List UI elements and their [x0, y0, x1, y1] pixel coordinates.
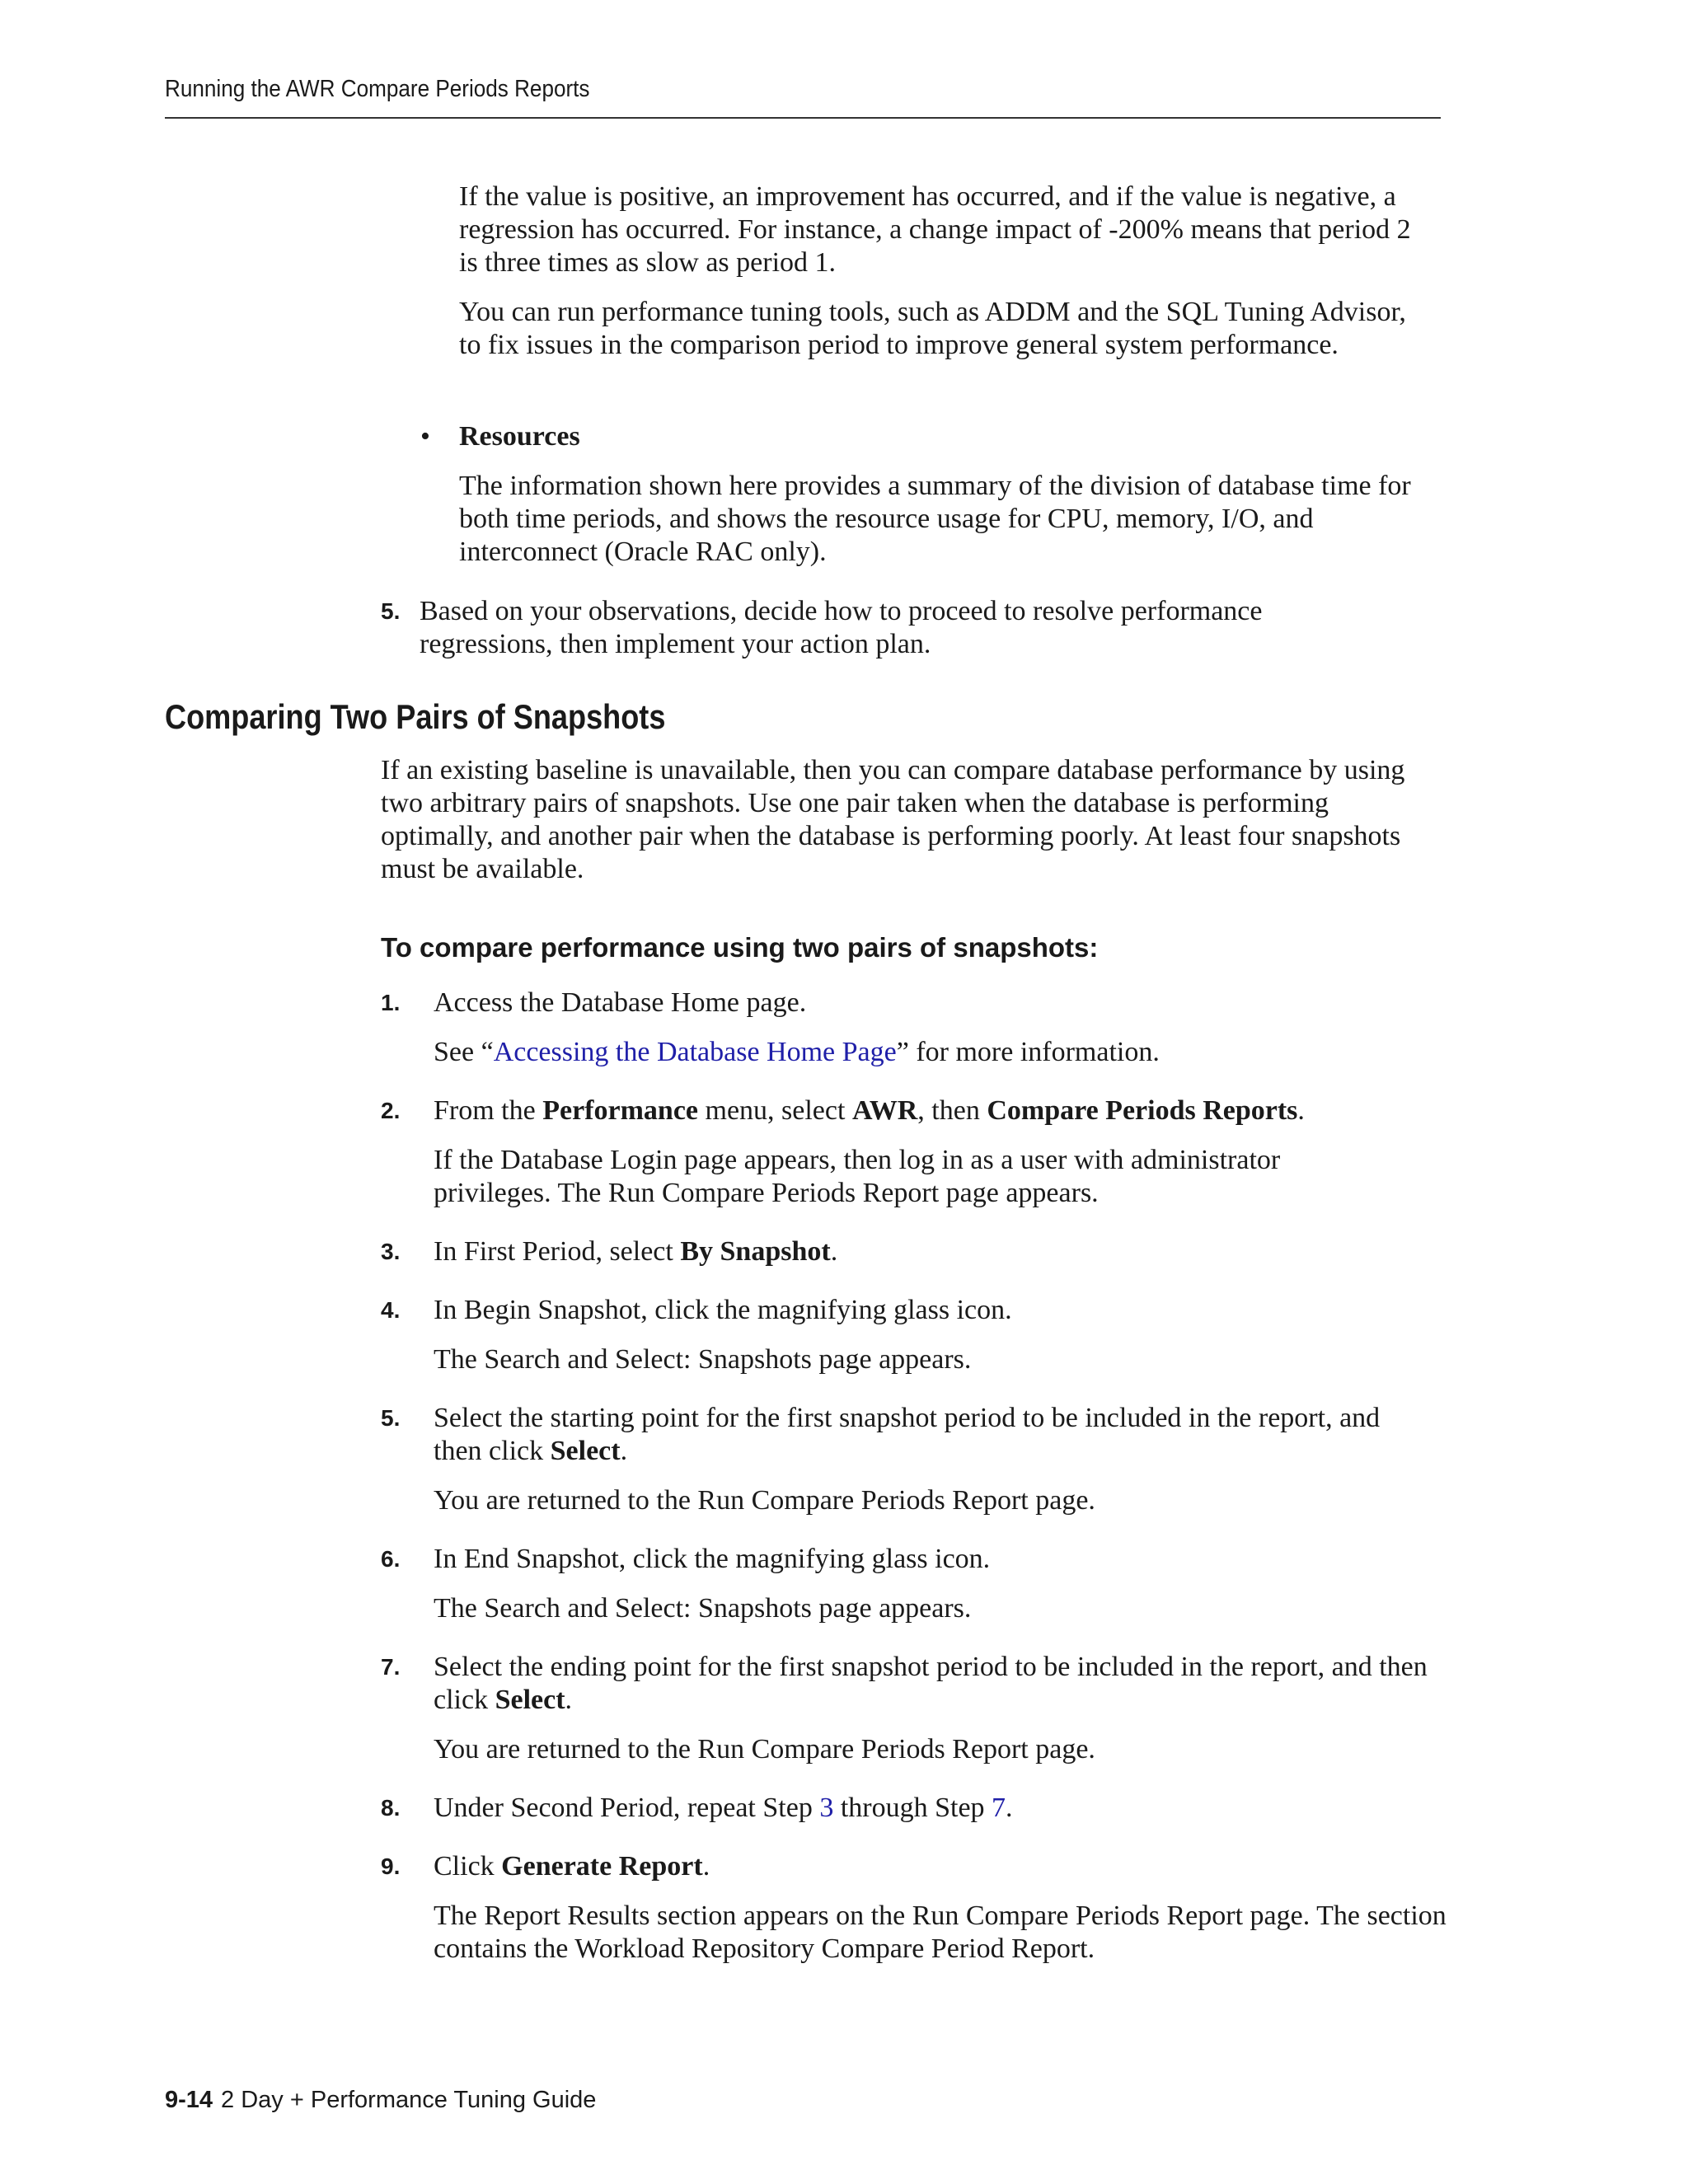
step-4-text: In Begin Snapshot, click the magnifying glass icon.	[434, 1295, 1012, 1325]
step-8-text: Under Second Period, repeat Step 3 through Step 7.	[434, 1793, 1013, 1823]
running-header: Running the AWR Compare Periods Reports	[165, 76, 590, 102]
step-number: 4.	[381, 1297, 401, 1323]
step-number: 8.	[381, 1795, 401, 1821]
section-intro: If an existing baseline is unavailable, then you can compare database performance by using two arbitrary pairs of snapshots. Use one pair taken when the database is performing optimally, and another pair when the database is performing poorly. At least four snapshots must be available.	[381, 755, 1405, 884]
step-9-text: Click Generate Report.	[434, 1851, 710, 1882]
step-number: 5.	[381, 598, 401, 624]
step-7-note: You are returned to the Run Compare Periods Report page.	[434, 1734, 1095, 1765]
step-number: 9.	[381, 1854, 401, 1879]
step-number: 1.	[381, 990, 401, 1015]
procedure-title: To compare performance using two pairs of snapshots:	[381, 932, 1099, 963]
step-number: 6.	[381, 1546, 401, 1572]
step-2-text: From the Performance menu, select AWR, then Compare Periods Reports.	[434, 1095, 1305, 1126]
step-number: 3.	[381, 1239, 401, 1264]
home-page-link[interactable]: Accessing the Database Home Page	[493, 1037, 897, 1067]
step-3-text: In First Period, select By Snapshot.	[434, 1236, 838, 1267]
step-3-link[interactable]: 3	[819, 1793, 834, 1823]
page-footer	[165, 2085, 596, 2115]
resources-description: The information shown here provides a summary of the division of database time for both time periods, and shows the resource usage for CPU, memory, I/O, and interconnect (Oracle RAC only).	[459, 471, 1411, 567]
step-7-text: Select the ending point for the first snapshot period to be included in the report, and then click Select.	[434, 1652, 1428, 1715]
step-1-note: See “Accessing the Database Home Page” for more information.	[434, 1037, 1160, 1067]
step-number: 7.	[381, 1654, 401, 1680]
step-2-note: If the Database Login page appears, then log in as a user with administrator privileges. The Run Compare Periods Report page appears.	[434, 1145, 1281, 1208]
step-6-note: The Search and Select: Snapshots page appears.	[434, 1593, 972, 1624]
page-number: 9-14	[165, 2087, 213, 2113]
step-5-text: Select the starting point for the first snapshot period to be included in the report, and then click Select.	[434, 1403, 1381, 1466]
intro-paragraph-2: You can run performance tuning tools, such as ADDM and the SQL Tuning Advisor, to fix issues in the comparison period to improve general system performance.	[459, 297, 1406, 360]
intro-paragraph-1: If the value is positive, an improvement has occurred, and if the value is negative, a regression has occurred. For instance, a change impact of -200% means that period 2 is three times as slow as period 1.	[459, 181, 1411, 278]
bullet-marker: •	[420, 421, 430, 452]
step-7-link[interactable]: 7	[992, 1793, 1006, 1823]
step-6-text: In End Snapshot, click the magnifying glass icon.	[434, 1544, 991, 1574]
resources-heading: Resources	[459, 421, 580, 452]
step-4-note: The Search and Select: Snapshots page appears.	[434, 1344, 972, 1375]
book-title: 2 Day + Performance Tuning Guide	[221, 2087, 597, 2113]
step-text: Based on your observations, decide how to proceed to resolve performance regressions, then implement your action plan.	[420, 596, 1263, 659]
step-9-note: The Report Results section appears on the Run Compare Periods Report page. The section contains the Workload Repository Compare Period Report.	[434, 1900, 1447, 1964]
step-number: 5.	[381, 1405, 401, 1431]
step-number: 2.	[381, 1098, 401, 1123]
section-title: Comparing Two Pairs of Snapshots	[165, 697, 666, 736]
step-1-text: Access the Database Home page.	[434, 987, 807, 1018]
step-5-note: You are returned to the Run Compare Periods Report page.	[434, 1485, 1095, 1516]
header-rule	[165, 117, 1441, 119]
